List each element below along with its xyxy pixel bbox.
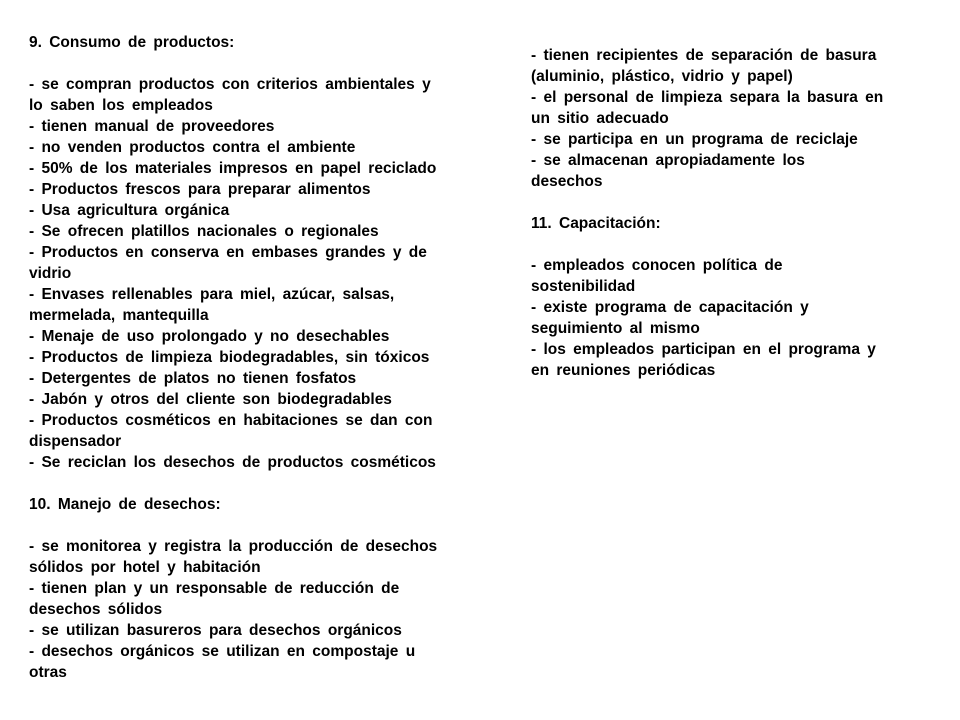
spacer (29, 53, 469, 74)
list-line: (aluminio, plástico, vidrio y papel) (531, 68, 793, 85)
list-line: desechos sólidos (29, 601, 163, 618)
list-line: - se almacenan apropiadamente los (531, 152, 805, 169)
list-line: - Se reciclan los desechos de productos cosméticos (29, 454, 436, 471)
section-11-list (531, 255, 911, 381)
list-line: seguimiento al mismo (531, 320, 700, 337)
section-9-list (29, 74, 469, 473)
list-line: lo saben los empleados (29, 97, 213, 114)
spacer (531, 234, 911, 255)
list-line: - se participa en un programa de reciclaje (531, 131, 858, 148)
section-10-list (29, 536, 469, 683)
list-line: en reuniones periódicas (531, 362, 716, 379)
list-line: - Detergentes de platos no tienen fosfatos (29, 370, 357, 387)
left-column (29, 32, 469, 683)
list-line: dispensador (29, 433, 122, 450)
section-10-continued-list (531, 45, 911, 192)
list-line: - Envases rellenables para miel, azúcar, salsas, (29, 286, 395, 303)
list-line: - 50% de los materiales impresos en papel reciclado (29, 160, 437, 177)
right-column (531, 45, 911, 381)
list-line: - desechos orgánicos se utilizan en compostaje u (29, 643, 416, 660)
list-line: - Jabón y otros del cliente son biodegradables (29, 391, 392, 408)
list-line: vidrio (29, 265, 72, 282)
list-line: - empleados conocen política de (531, 257, 783, 274)
list-line: - Productos en conserva en embases grandes y de (29, 244, 427, 261)
spacer (531, 192, 911, 213)
spacer (29, 473, 469, 494)
list-line: - Usa agricultura orgánica (29, 202, 230, 219)
list-line: otras (29, 664, 67, 681)
list-line: sólidos por hotel y habitación (29, 559, 261, 576)
list-line: - tienen plan y un responsable de reducción de (29, 580, 400, 597)
list-line: - existe programa de capacitación y (531, 299, 809, 316)
list-line: - Menaje de uso prolongado y no desechables (29, 328, 390, 345)
list-line: desechos (531, 173, 603, 190)
list-line: - se compran productos con criterios ambientales y (29, 76, 431, 93)
list-line: - Productos cosméticos en habitaciones se dan con (29, 412, 433, 429)
list-line: - se monitorea y registra la producción de desechos (29, 538, 438, 555)
spacer (29, 515, 469, 536)
list-line: - tienen manual de proveedores (29, 118, 275, 135)
list-line: un sitio adecuado (531, 110, 669, 127)
list-line: - los empleados participan en el programa y (531, 341, 876, 358)
list-line: - tienen recipientes de separación de basura (531, 47, 877, 64)
list-line: - Productos frescos para preparar alimentos (29, 181, 371, 198)
list-line: - Productos de limpieza biodegradables, sin tóxicos (29, 349, 430, 366)
list-line: - se utilizan basureros para desechos orgánicos (29, 622, 402, 639)
list-line: sostenibilidad (531, 278, 636, 295)
list-line: - el personal de limpieza separa la basura en (531, 89, 884, 106)
section-10-heading: 10. Manejo de desechos: (29, 496, 221, 513)
list-line: - Se ofrecen platillos nacionales o regionales (29, 223, 379, 240)
section-9-heading: 9. Consumo de productos: (29, 34, 235, 51)
list-line: - no venden productos contra el ambiente (29, 139, 356, 156)
list-line: mermelada, mantequilla (29, 307, 209, 324)
section-11-heading: 11. Capacitación: (531, 215, 661, 232)
